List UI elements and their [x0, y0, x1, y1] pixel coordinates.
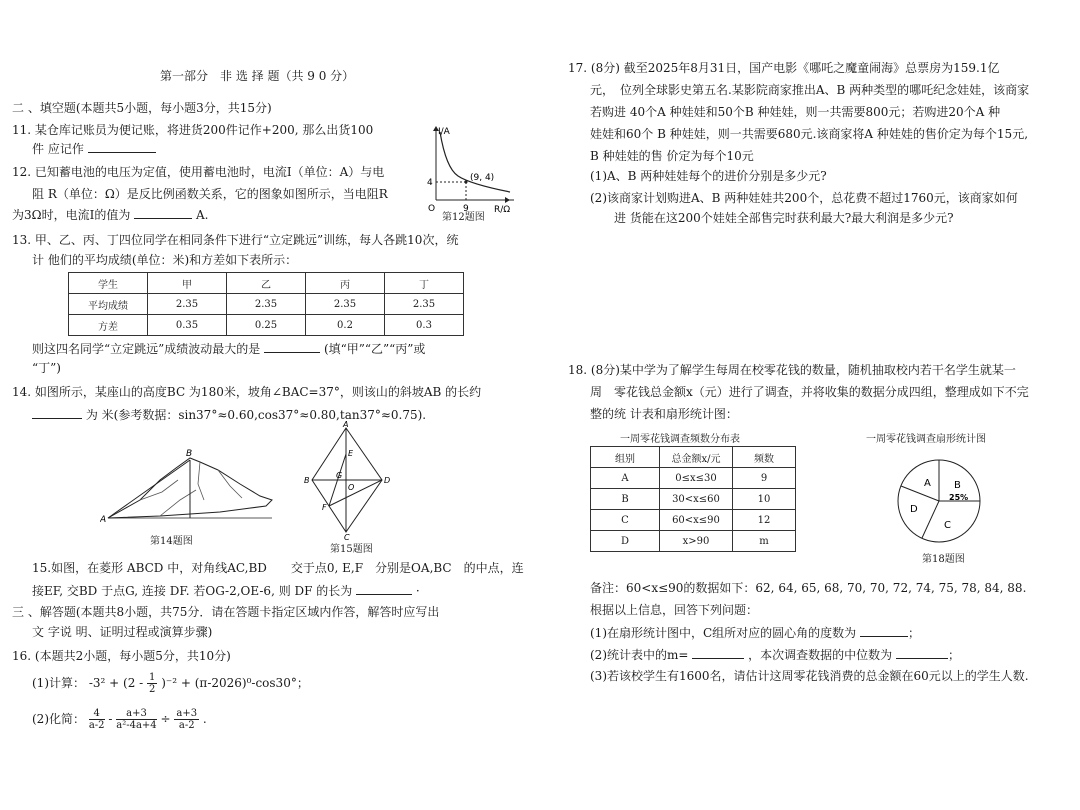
table-row — [591, 489, 796, 510]
fig15-label-b: B — [304, 476, 310, 485]
q12-text: 为3Ω时，电流I的值为 — [12, 208, 131, 222]
q18-part2-text-a: (2)统计表中的m= — [590, 648, 689, 662]
table-cell: 2.35 — [385, 294, 464, 315]
q18-part2: (2)统计表中的m= ，本次调查数据的中位数为 ； — [590, 648, 960, 662]
table-cell: x>90 — [660, 531, 733, 552]
table-cell: 方差 — [69, 315, 148, 336]
q18-part1-answer-blank[interactable] — [860, 624, 908, 637]
pie-label-c: C — [944, 520, 951, 531]
table-header-cell: 学生 — [69, 273, 148, 294]
q18-part1-text: (1)在扇形统计图中，C组所对应的圆心角的度数为 — [590, 626, 857, 640]
table-cell: 0.25 — [227, 315, 306, 336]
fig14-label-a: A — [100, 515, 107, 525]
fig14-mountain — [100, 440, 280, 530]
q16-part2-minus: - — [108, 712, 113, 726]
section-fill-blank-heading: 二 、填空题(本题共5小题，每小题3分，共15分) — [12, 101, 272, 115]
table-header-row — [69, 273, 464, 294]
q12-line1: 12. 已知蓄电池的电压为定值，使用蓄电池时，电流I（单位：A）与电 — [12, 165, 385, 179]
table-header-cell: 频数 — [733, 447, 796, 468]
q17-line5: B 种娃娃的售 价定为每个10元 — [590, 149, 754, 163]
section-answer-heading-line1: 三 、解答题(本题共8小题，共75分．请在答题卡指定区域内作答，解答时应写出 — [12, 605, 440, 619]
table-header-cell: 组别 — [591, 447, 660, 468]
fraction-denominator: a-2 — [178, 720, 195, 731]
q16-part1-expr-a: -3² + (2 - — [88, 676, 144, 690]
fig18-caption: 第18题图 — [922, 554, 965, 565]
q17-part1: (1)A、B 两种娃娃每个的进价分别是多少元? — [590, 169, 827, 183]
fraction-denominator: a²-4a+4 — [116, 720, 157, 731]
table-header-cell: 丙 — [306, 273, 385, 294]
pie-title: 一周零花钱调查扇形统计图 — [866, 434, 986, 445]
section-answer-heading-line2: 文 字说 明、证明过程或演算步骤) — [32, 625, 213, 639]
table-header-cell: 甲 — [148, 273, 227, 294]
q17-part2-line2: 进 货能在这200个娃娃全部售完时获利最大?最大利润是多少元? — [614, 211, 954, 225]
fraction-denominator: a-2 — [88, 720, 105, 731]
fig15-label-c: C — [344, 533, 350, 540]
q16-part2-label: (2)化简： — [32, 712, 85, 726]
fig15-label-e: E — [348, 449, 354, 458]
table-cell: 10 — [733, 489, 796, 510]
fig12-ylabel: I/A — [438, 127, 450, 137]
table-header-cell: 总金额x/元 — [660, 447, 733, 468]
q17-line1: 17. (8分) 截至2025年8月31日，国产电影《哪吒之魔童闹海》总票房为159.1亿 — [568, 61, 1000, 75]
table-cell: 2.35 — [148, 294, 227, 315]
q11-text: 件 应记作 — [32, 142, 84, 156]
table18-title: 一周零花钱调查频数分布表 — [620, 434, 740, 445]
table-row — [69, 294, 464, 315]
q18-frequency-table — [590, 446, 796, 552]
fraction-numerator: 4 — [89, 708, 105, 720]
q13-answer-blank[interactable] — [264, 340, 320, 353]
table-cell: 2.35 — [227, 294, 306, 315]
fig12-origin: O — [428, 204, 436, 214]
fig14-caption: 第14题图 — [150, 536, 193, 547]
q16-part2-end: . — [202, 712, 207, 726]
q18-note: 备注：60<x≤90的数据如下：62, 64, 65, 68, 70, 70, 72, 74, 75, 78, 84, 88. — [590, 581, 1027, 595]
q18-part1: (1)在扇形统计图中，C组所对应的圆心角的度数为 ； — [590, 626, 921, 640]
table-cell: 30<x≤60 — [660, 489, 733, 510]
table-cell: B — [591, 489, 660, 510]
q16-part1-expr-b: )⁻² + (π-2026)⁰-cos30°； — [161, 676, 309, 690]
table-cell: 0≤x≤30 — [660, 468, 733, 489]
q12-line2: 阻 R（单位：Ω）是反比例函数关系，它的图象如图所示，当电阻R — [32, 187, 388, 201]
fig15-label-g: G — [336, 471, 343, 480]
q16-heading: 16. (本题共2小题，每小题5分，共10分) — [12, 649, 231, 663]
fraction-numerator: 1 — [149, 672, 156, 683]
fig15-label-d: D — [384, 476, 391, 485]
table-cell: m — [733, 531, 796, 552]
table-cell: 0.2 — [306, 315, 385, 336]
table-header-row — [591, 447, 796, 468]
q16-part2-fraction-1 — [89, 708, 105, 731]
table-cell: 60<x≤90 — [660, 510, 733, 531]
q16-part2-fraction-2 — [116, 708, 156, 731]
q18-info: 根据以上信息，回答下列问题： — [590, 603, 759, 617]
fig15-caption: 第15题图 — [330, 544, 373, 555]
q16-part1 — [32, 672, 309, 695]
fraction-numerator: a+3 — [116, 708, 156, 720]
q17-line2: 元， 位列全球影史第五名.某影院商家推出A、B 两种类型的哪吒纪念娃娃，该商家 — [590, 83, 1030, 97]
pie-label-d: D — [910, 504, 918, 515]
q15-line1: 15.如图，在菱形 ABCD 中，对角线AC,BD 交于点0, E,F 分别是OA,BC 的中点，连 — [32, 561, 524, 575]
q16-part1-label: (1)计算： — [32, 676, 85, 690]
pie-label-b-pct: 25% — [949, 493, 969, 502]
fig15-label-o: O — [348, 483, 355, 492]
q18-pie-chart — [894, 456, 984, 546]
table-cell: 平均成绩 — [69, 294, 148, 315]
q14-line1: 14. 如图所示，某座山的高度BC 为180米，坡角∠BAC=37°，则该山的斜坡AB 的长约 — [12, 385, 482, 399]
table-row — [591, 510, 796, 531]
q16-part2-divide: ÷ — [160, 712, 171, 726]
q16-part2-fraction-3 — [174, 708, 199, 731]
q12-unit: A. — [195, 208, 209, 222]
table-header-cell: 丁 — [385, 273, 464, 294]
fig15-label-a: A — [343, 420, 349, 429]
q18-part3: (3)若该校学生有1600名，请估计这周零花钱消费的总金额在60元以上的学生人数. — [590, 669, 1029, 683]
table-cell: 9 — [733, 468, 796, 489]
q18-part2-median-blank[interactable] — [896, 646, 948, 659]
q13-text: 则这四名同学“立定跳远”成绩波动最大的是 — [32, 342, 261, 356]
q13-line2: 计 他们的平均成绩(单位：米)和方差如下表所示： — [32, 253, 298, 267]
fraction-denominator: 2 — [149, 684, 156, 695]
q15-answer-blank[interactable] — [356, 582, 412, 595]
q15-line2: 接EF, 交BD 于点G, 连接 DF. 若OG-2,OE-6, 则 DF 的长为 · — [32, 584, 420, 598]
fig12-caption: 第12题图 — [442, 212, 485, 223]
q17-line3: 若购进 40个A 种娃娃和50个B 种娃娃，则一共需要800元；若购进20个A 种 — [590, 105, 1001, 119]
fig12-graph — [418, 122, 518, 222]
q18-line1: 18. (8分)某中学为了解学生每周在校零花钱的数量，随机抽取校内若干名学生就某一 — [568, 363, 1016, 377]
q14-text: 为 米(参考数据：sin37°≈0.60,cos37°≈0.80,tan37°≈0.75). — [85, 408, 427, 422]
fig15-label-f: F — [322, 503, 327, 512]
q13-line3 — [32, 340, 425, 357]
fig15-rhombus — [302, 420, 392, 540]
q12-answer-blank[interactable] — [134, 206, 192, 219]
q18-line2: 周 零花钱总金额x（元）进行了调查，并将收集的数据分成四组，整理成如下不完 — [590, 385, 1029, 399]
table-row — [591, 468, 796, 489]
table-cell: D — [591, 531, 660, 552]
table-cell: 0.3 — [385, 315, 464, 336]
table-cell: 0.35 — [148, 315, 227, 336]
fraction-numerator: a+3 — [176, 708, 198, 719]
table-cell: 12 — [733, 510, 796, 531]
q11-line2 — [32, 140, 156, 157]
fig12-point-label: (9, 4) — [470, 173, 495, 183]
fig12-tick-y: 4 — [427, 178, 433, 188]
table-cell: C — [591, 510, 660, 531]
q13-line4: “丁”) — [32, 361, 61, 375]
q13-line1: 13. 甲、乙、丙、丁四位同学在相同条件下进行“立定跳远”训练，每人各跳10次，统 — [12, 233, 459, 247]
q17-line4: 娃娃和60个 B 种娃娃，则一共需要680元.该商家将A 种娃娃的售价定为每个15元, — [590, 127, 1029, 141]
fig12-tick-x: 9 — [463, 204, 469, 214]
q11-answer-blank[interactable] — [88, 140, 156, 153]
q15-text: 接EF, 交BD 于点G, 连接 DF. 若OG-2,OE-6, 则 DF 的长为 — [32, 584, 353, 598]
table-cell: 2.35 — [306, 294, 385, 315]
q17-part2-line1: (2)该商家计划购进A、B 两种娃娃共200个，总花费不超过1760元，该商家如何 — [590, 191, 1018, 205]
q18-part2-text-b: ，本次调查数据的中位数为 — [748, 648, 893, 662]
pie-label-a: A — [924, 478, 931, 489]
fig12-xlabel: R/Ω — [494, 205, 511, 215]
q13-hint: (填“甲”“乙”“丙”或 — [323, 342, 426, 356]
part-title: 第一部分 非 选 择 题（共 9 0 分） — [160, 69, 355, 83]
q13-table — [68, 272, 464, 336]
q18-part2-m-blank[interactable] — [692, 646, 744, 659]
table-row — [69, 315, 464, 336]
pie-label-b: B — [954, 480, 961, 491]
q11-line1: 11. 某仓库记账员为便记账，将进货200件记作+200, 那么出货100 — [12, 123, 374, 137]
table-cell: A — [591, 468, 660, 489]
q12-line3 — [12, 206, 208, 223]
q14-answer-blank[interactable] — [32, 406, 82, 419]
q16-part1-fraction — [147, 672, 157, 695]
table-header-cell: 乙 — [227, 273, 306, 294]
fig14-label-b: B — [186, 449, 193, 459]
table-row — [591, 531, 796, 552]
q18-line3: 整的统 计表和扇形统计图： — [590, 407, 738, 421]
q16-part2 — [32, 708, 207, 731]
